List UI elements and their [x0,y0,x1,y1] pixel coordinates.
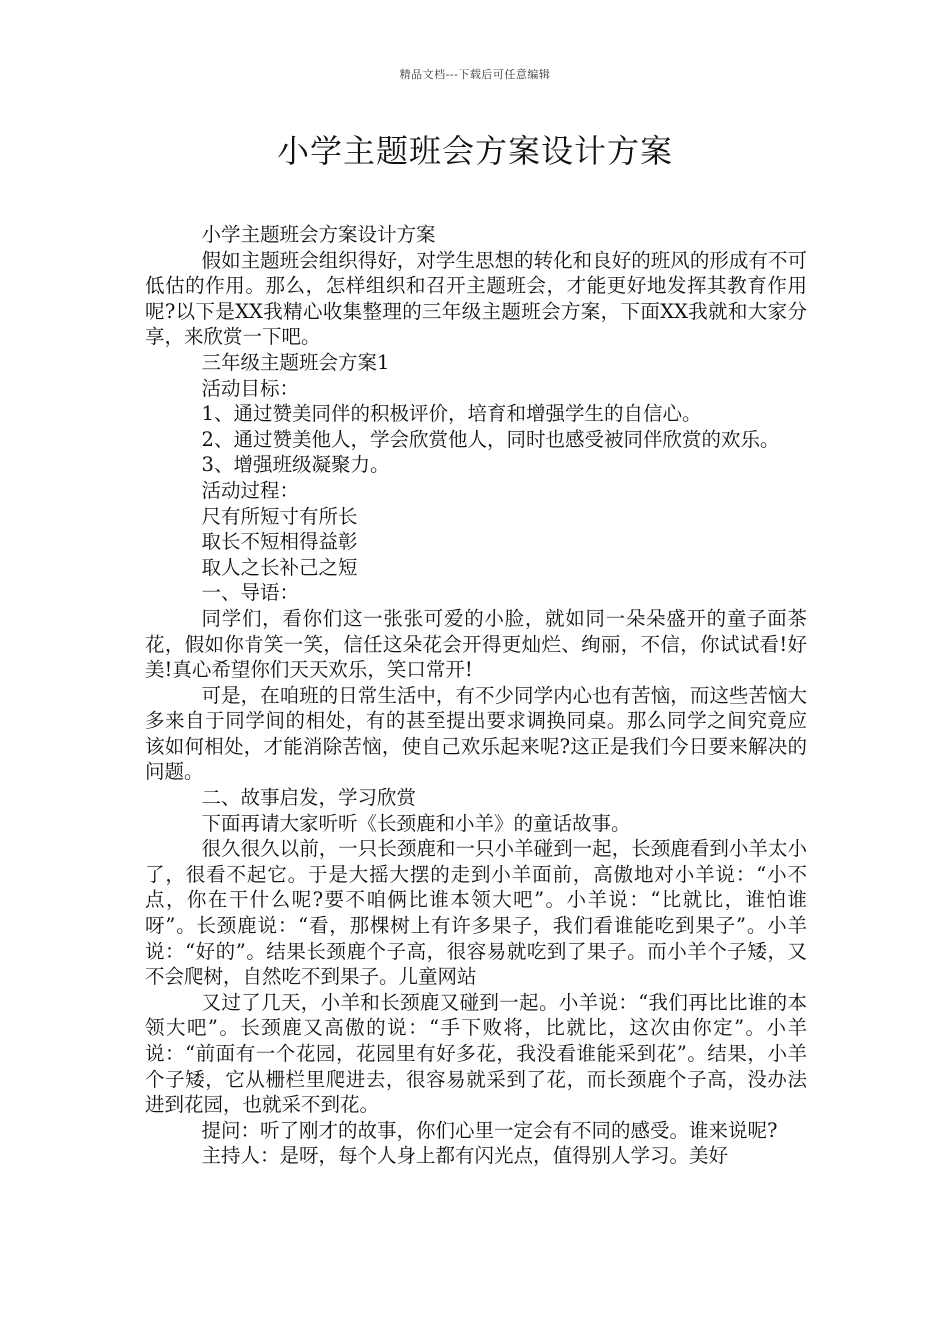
goal-item: 3、增强班级凝聚力。 [201,453,390,477]
section-heading: 三年级主题班会方案1 [201,350,390,374]
subsection-heading: 一、导语： [201,581,300,605]
host-paragraph: 主持人：是呀，每个人身上都有闪光点，值得别人学习。美好 [201,1144,729,1168]
subtitle-paragraph: 小学主题班会方案设计方案 [201,223,436,246]
subsection-heading: 二、故事启发，学习欣赏 [201,786,417,810]
body-paragraph: 同学们，看你们这一张张可爱的小脸，就如同一朵朵盛开的童子面茶花，假如你肯笑一笑，信任这朵花会开得更灿烂、绚丽，不信，你试试看!好美!真心希望你们天天欢乐，笑口常开! [145,606,807,682]
page-title: 小学主题班会方案设计方案 [276,132,673,170]
story-paragraph: 很久很久以前，一只长颈鹿和一只小羊碰到一起，长颈鹿看到小羊太小了，很看不起它。于是大摇大摆的走到小羊面前，高傲地对小羊说：“小不点，你在干什么呢?要不咱俩比谁本领大吧”。小羊说：“比就比，谁怕谁呀”。长颈鹿说：“看，那棵树上有许多果子，我们看谁能吃到果子”。小羊说：“好的”。结果长颈鹿个子高，很容易就吃到了果子。而小羊个子矮，又不会爬树，自然吃不到果子。儿童网站 [145,837,807,989]
motto-line: 尺有所短寸有所长 [201,504,358,528]
header-note: 精品文档---下载后可任意编辑 [399,68,551,81]
goal-item: 2、通过赞美他人，学会欣赏他人，同时也感受被同伴欣赏的欢乐。 [201,427,780,451]
intro-paragraph: 假如主题班会组织得好，对学生思想的转化和良好的班风的形成有不可低估的作用。那么，怎样组织和召开主题班会，才能更好地发挥其教育作用呢?以下是XX我精心收集整理的三年级主题班会方案，下面XX我就和大家分享，来欣赏一下吧。 [145,248,807,349]
story-paragraph: 又过了几天，小羊和长颈鹿又碰到一起。小羊说：“我们再比比谁的本领大吧”。长颈鹿又高傲的说：“手下败将，比就比，这次由你定”。小羊说：“前面有一个花园，花园里有好多花，我没看谁能采到花”。结果，小羊个子矮，它从栅栏里爬进去，很容易就采到了花，而长颈鹿个子高，没办法进到花园，也就采不到花。 [145,990,807,1117]
process-heading: 活动过程： [201,478,300,502]
motto-line: 取长不短相得益彰 [201,530,358,554]
goals-heading: 活动目标： [201,376,300,400]
question-paragraph: 提问：听了刚才的故事，你们心里一定会有不同的感受。谁来说呢? [201,1118,778,1142]
body-paragraph: 下面再请大家听听《长颈鹿和小羊》的童话故事。 [201,811,631,835]
goal-item: 1、通过赞美同伴的积极评价，培育和增强学生的自信心。 [201,402,702,426]
body-paragraph: 可是，在咱班的日常生活中，有不少同学内心也有苦恼，而这些苦恼大多来自于同学间的相处，有的甚至提出要求调换同桌。那么同学之间究竟应该如何相处，才能消除苦恼，使自己欢乐起来呢?这正是我们今日要来解决的问题。 [145,683,807,784]
document-body [145,222,807,1169]
motto-line: 取人之长补己之短 [201,555,358,579]
